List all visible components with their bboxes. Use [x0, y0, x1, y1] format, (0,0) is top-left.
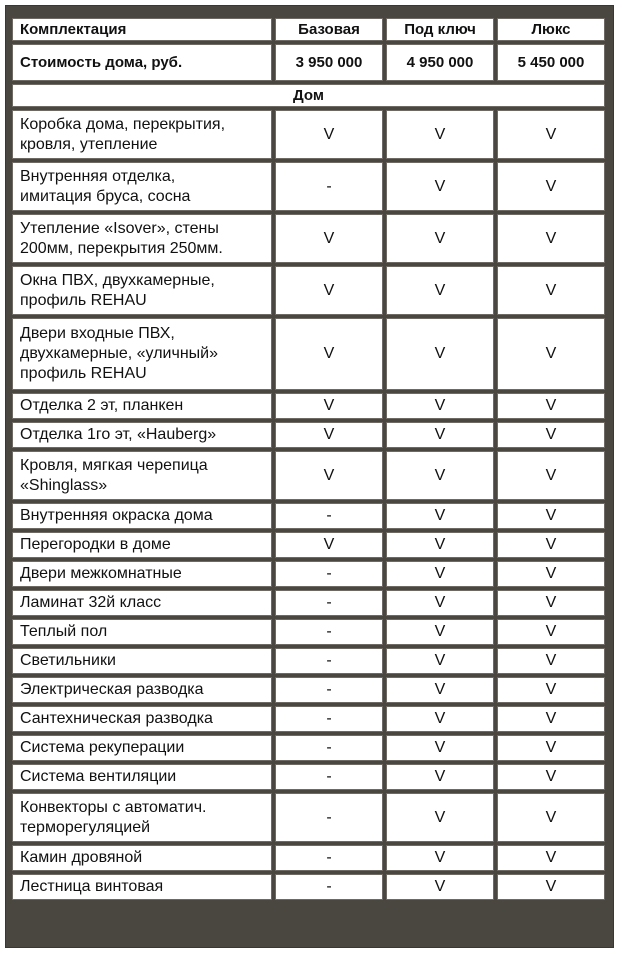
- feature-label-line: профиль REHAU: [20, 291, 147, 309]
- feature-label-line: 200мм, перекрытия 250мм.: [20, 239, 223, 257]
- feature-label-line: двухкамерные, «уличный»: [20, 345, 218, 362]
- feature-label: [12, 845, 272, 871]
- feature-base-mark: -: [275, 735, 383, 761]
- feature-label: [12, 393, 272, 419]
- feature-base-mark: V: [275, 110, 383, 159]
- feature-row: [12, 393, 605, 419]
- feature-lux-mark: V: [497, 451, 605, 500]
- feature-base-mark: -: [275, 590, 383, 616]
- header-base: Базовая: [275, 18, 383, 41]
- feature-row: [12, 706, 605, 732]
- feature-lux-mark: V: [497, 874, 605, 900]
- feature-lux-mark: V: [497, 532, 605, 558]
- feature-label-line: Ламинат 32й класс: [20, 594, 162, 611]
- feature-base-mark: V: [275, 266, 383, 315]
- feature-row: [12, 214, 605, 263]
- feature-lux-mark: V: [497, 422, 605, 448]
- feature-row: [12, 110, 605, 159]
- pricing-table-body: [12, 18, 605, 900]
- feature-base-mark: -: [275, 503, 383, 529]
- feature-label: [12, 706, 272, 732]
- feature-label-line: Утепление «Isover», стены: [20, 219, 219, 237]
- feature-turnkey-mark: V: [386, 648, 494, 674]
- feature-lux-mark: V: [497, 735, 605, 761]
- feature-base-mark: -: [275, 845, 383, 871]
- feature-turnkey-mark: V: [386, 874, 494, 900]
- feature-label: [12, 318, 272, 390]
- feature-turnkey-mark: V: [386, 318, 494, 390]
- feature-label-line: Окна ПВХ, двухкамерные,: [20, 271, 215, 289]
- section-row: [12, 84, 605, 107]
- feature-label-line: профиль REHAU: [20, 365, 147, 382]
- feature-base-mark: -: [275, 619, 383, 645]
- feature-label: [12, 532, 272, 558]
- feature-base-mark: -: [275, 648, 383, 674]
- feature-label: [12, 735, 272, 761]
- feature-label-line: Система вентиляции: [20, 768, 177, 785]
- feature-row: [12, 874, 605, 900]
- feature-base-mark: -: [275, 874, 383, 900]
- feature-turnkey-mark: V: [386, 590, 494, 616]
- feature-label-line: «Shinglass»: [20, 476, 108, 494]
- feature-turnkey-mark: V: [386, 422, 494, 448]
- header-row: [12, 18, 605, 41]
- feature-turnkey-mark: V: [386, 677, 494, 703]
- feature-label: [12, 764, 272, 790]
- feature-label: [12, 266, 272, 315]
- feature-label: [12, 793, 272, 842]
- feature-lux-mark: V: [497, 677, 605, 703]
- feature-lux-mark: V: [497, 845, 605, 871]
- feature-lux-mark: V: [497, 590, 605, 616]
- feature-label: [12, 214, 272, 263]
- feature-label-line: Двери межкомнатные: [20, 565, 182, 582]
- feature-turnkey-mark: V: [386, 110, 494, 159]
- feature-row: [12, 590, 605, 616]
- feature-base-mark: -: [275, 706, 383, 732]
- feature-turnkey-mark: V: [386, 503, 494, 529]
- price-row: [12, 44, 605, 81]
- feature-label-line: Конвекторы с автоматич.: [20, 798, 207, 816]
- feature-label-line: Перегородки в доме: [20, 536, 171, 553]
- feature-row: [12, 162, 605, 211]
- feature-base-mark: -: [275, 162, 383, 211]
- feature-lux-mark: V: [497, 266, 605, 315]
- feature-turnkey-mark: V: [386, 764, 494, 790]
- feature-lux-mark: V: [497, 214, 605, 263]
- feature-label-line: Камин дровяной: [20, 849, 143, 866]
- feature-row: [12, 561, 605, 587]
- feature-label-line: Электрическая разводка: [20, 681, 204, 698]
- feature-label: [12, 110, 272, 159]
- header-turnkey: Под ключ: [386, 18, 494, 41]
- price-label: Стоимость дома, руб.: [12, 44, 272, 81]
- feature-label-line: Внутренняя окраска дома: [20, 507, 213, 524]
- feature-base-mark: V: [275, 318, 383, 390]
- feature-lux-mark: V: [497, 619, 605, 645]
- feature-lux-mark: V: [497, 648, 605, 674]
- feature-base-mark: V: [275, 451, 383, 500]
- feature-label-line: Отделка 2 эт, планкен: [20, 397, 184, 414]
- feature-row: [12, 648, 605, 674]
- feature-label-line: терморегуляцией: [20, 818, 151, 836]
- feature-row: [12, 503, 605, 529]
- feature-lux-mark: V: [497, 110, 605, 159]
- feature-label-line: Теплый пол: [20, 623, 108, 640]
- feature-label-line: Светильники: [20, 652, 116, 669]
- feature-turnkey-mark: V: [386, 735, 494, 761]
- feature-label-line: Двери входные ПВХ,: [20, 325, 175, 342]
- feature-label: [12, 422, 272, 448]
- price-base: 3 950 000: [275, 44, 383, 81]
- feature-row: [12, 845, 605, 871]
- feature-lux-mark: V: [497, 318, 605, 390]
- price-turnkey: 4 950 000: [386, 44, 494, 81]
- feature-row: [12, 318, 605, 390]
- feature-base-mark: V: [275, 532, 383, 558]
- feature-label: [12, 561, 272, 587]
- feature-lux-mark: V: [497, 393, 605, 419]
- feature-turnkey-mark: V: [386, 532, 494, 558]
- header-lux: Люкс: [497, 18, 605, 41]
- feature-lux-mark: V: [497, 793, 605, 842]
- feature-row: [12, 735, 605, 761]
- pricing-table: [9, 15, 608, 903]
- feature-row: [12, 266, 605, 315]
- feature-row: [12, 532, 605, 558]
- feature-label-line: кровля, утепление: [20, 135, 158, 153]
- feature-turnkey-mark: V: [386, 393, 494, 419]
- feature-turnkey-mark: V: [386, 845, 494, 871]
- feature-row: [12, 619, 605, 645]
- feature-base-mark: -: [275, 764, 383, 790]
- feature-turnkey-mark: V: [386, 561, 494, 587]
- feature-lux-mark: V: [497, 503, 605, 529]
- feature-label: [12, 162, 272, 211]
- price-lux: 5 450 000: [497, 44, 605, 81]
- feature-turnkey-mark: V: [386, 619, 494, 645]
- feature-base-mark: -: [275, 793, 383, 842]
- feature-lux-mark: V: [497, 764, 605, 790]
- feature-turnkey-mark: V: [386, 266, 494, 315]
- feature-label-line: Коробка дома, перекрытия,: [20, 115, 226, 133]
- feature-label: [12, 619, 272, 645]
- feature-base-mark: -: [275, 677, 383, 703]
- section-title: Дом: [12, 84, 605, 107]
- header-label: Комплектация: [12, 18, 272, 41]
- feature-turnkey-mark: V: [386, 793, 494, 842]
- feature-base-mark: V: [275, 393, 383, 419]
- feature-row: [12, 422, 605, 448]
- feature-label: [12, 874, 272, 900]
- feature-label: [12, 451, 272, 500]
- feature-lux-mark: V: [497, 561, 605, 587]
- feature-label: [12, 503, 272, 529]
- feature-label-line: Сантехническая разводка: [20, 710, 213, 727]
- feature-label-line: Лестница винтовая: [20, 878, 164, 895]
- feature-base-mark: V: [275, 214, 383, 263]
- feature-label: [12, 677, 272, 703]
- feature-turnkey-mark: V: [386, 706, 494, 732]
- feature-row: [12, 793, 605, 842]
- feature-turnkey-mark: V: [386, 214, 494, 263]
- feature-label-line: Отделка 1го эт, «Hauberg»: [20, 426, 217, 443]
- feature-label-line: имитация бруса, сосна: [20, 187, 191, 205]
- feature-label: [12, 648, 272, 674]
- feature-base-mark: V: [275, 422, 383, 448]
- feature-label-line: Система рекуперации: [20, 739, 185, 756]
- feature-turnkey-mark: V: [386, 162, 494, 211]
- feature-lux-mark: V: [497, 706, 605, 732]
- feature-row: [12, 677, 605, 703]
- feature-label: [12, 590, 272, 616]
- feature-lux-mark: V: [497, 162, 605, 211]
- feature-turnkey-mark: V: [386, 451, 494, 500]
- feature-label-line: Кровля, мягкая черепица: [20, 456, 208, 474]
- feature-base-mark: -: [275, 561, 383, 587]
- feature-row: [12, 451, 605, 500]
- feature-label-line: Внутренняя отделка,: [20, 167, 176, 185]
- feature-row: [12, 764, 605, 790]
